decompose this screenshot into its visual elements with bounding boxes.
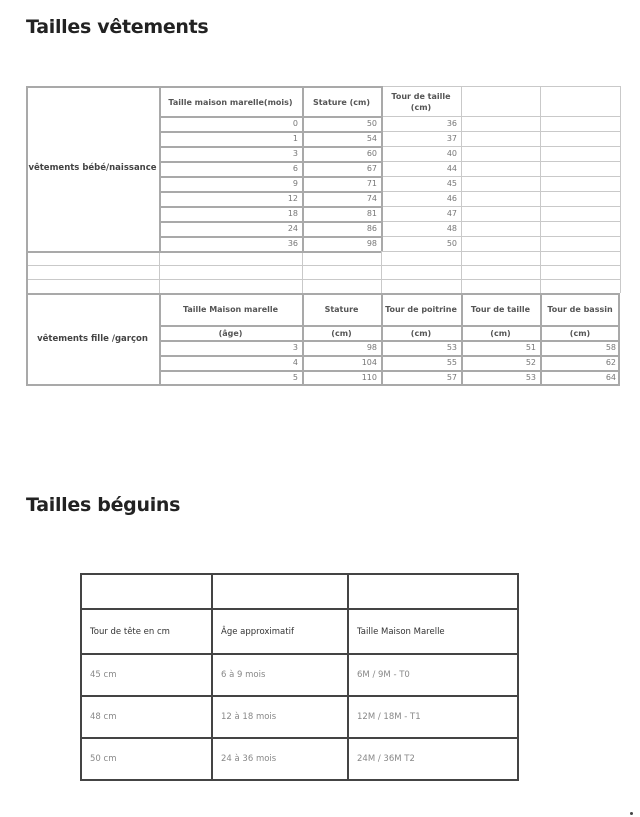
table-cell: 1 (292, 134, 298, 143)
table-cell: 51 (525, 343, 536, 352)
table-cell: 74 (366, 194, 377, 203)
header-head-circumference: Tour de tête en cm (81, 609, 212, 654)
table-cell: 86 (366, 224, 377, 233)
table-cell: 12 (287, 194, 298, 203)
gridline (540, 251, 541, 293)
table-cell: 62 (605, 358, 616, 367)
column-subheader: (cm) (331, 328, 352, 338)
table-cell: 24 (287, 224, 298, 233)
table-cell: 71 (366, 179, 377, 188)
column-header: Tour de taille (cm) (391, 92, 451, 112)
table-cell: 18 (287, 209, 298, 218)
table-cell: 67 (366, 164, 377, 173)
cell: 45 cm (81, 654, 212, 696)
gridline (381, 86, 620, 87)
gridline (26, 265, 620, 266)
table-cell: 57 (446, 373, 457, 382)
cell: 50 cm (81, 738, 212, 780)
header-maison-marelle-size: Taille Maison Marelle (348, 609, 518, 654)
table-cell: 40 (446, 149, 457, 158)
table-cell: 44 (446, 164, 457, 173)
table-row-blank (81, 574, 518, 609)
table-cell: 3 (292, 149, 298, 158)
column-header: Stature (cm) (312, 97, 371, 107)
table-cell: 50 (366, 119, 377, 128)
section-title-clothing-sizes: Tailles vêtements (26, 16, 209, 38)
table-cell: 48 (446, 224, 457, 233)
column-header: Tour de bassin (547, 305, 613, 314)
table-cell: 53 (446, 343, 457, 352)
header-approx-age: Âge approximatif (212, 609, 348, 654)
gridline (461, 251, 462, 293)
table-row (81, 696, 518, 738)
gridline (26, 279, 620, 280)
column-header: Tour de taille (470, 305, 531, 314)
column-header: Tour de poitrine (385, 305, 457, 314)
category-baby: vêtements bébé/naissance (28, 163, 157, 173)
table-row (81, 738, 518, 780)
column-subheader: (cm) (569, 328, 591, 338)
table-cell: 5 (292, 373, 298, 382)
table-cell: 50 (446, 239, 457, 248)
table-cell: 9 (292, 179, 298, 188)
category-kids: vêtements fille /garçon (37, 333, 148, 344)
table-cell: 6 (292, 164, 298, 173)
table-cell: 98 (366, 343, 377, 352)
column-header: Taille maison marelle(mois) (168, 97, 293, 107)
table-cell: 55 (446, 358, 457, 367)
gridline (620, 86, 621, 293)
cell: 6M / 9M - T0 (348, 654, 518, 696)
table-cell: 64 (605, 373, 616, 382)
cell: 24 à 36 mois (212, 738, 348, 780)
cell: 12M / 18M - T1 (348, 696, 518, 738)
table-cell: 36 (446, 119, 457, 128)
table-cell: 46 (446, 194, 457, 203)
page-marker (630, 812, 633, 815)
bonnet-size-table (80, 573, 519, 781)
table-cell: 58 (605, 343, 616, 352)
table-cell: 37 (446, 134, 457, 143)
blank-cell (212, 574, 348, 609)
clothing-size-table (26, 86, 620, 385)
table-cell: 3 (292, 343, 298, 352)
gridline (540, 86, 541, 251)
column-header: Taille Maison marelle (182, 305, 279, 314)
cell: 12 à 18 mois (212, 696, 348, 738)
gridline (461, 86, 462, 251)
table-cell: 36 (287, 239, 298, 248)
gridline (302, 251, 303, 293)
table-cell: 45 (446, 179, 457, 188)
column-subheader: (cm) (410, 328, 432, 338)
column-subheader: (âge) (218, 328, 243, 338)
cell: 6 à 9 mois (212, 654, 348, 696)
table-cell: 98 (366, 239, 377, 248)
table-cell: 81 (366, 209, 377, 218)
table-cell: 52 (525, 358, 536, 367)
table-cell: 0 (292, 119, 298, 128)
table-cell: 47 (446, 209, 457, 218)
table-row (81, 654, 518, 696)
table-cell: 60 (366, 149, 377, 158)
blank-cell (348, 574, 518, 609)
table-cell: 4 (292, 358, 298, 367)
column-header: Stature (324, 305, 359, 314)
table-cell: 54 (366, 134, 377, 143)
table-cell: 53 (525, 373, 536, 382)
cell: 48 cm (81, 696, 212, 738)
cell: 24M / 36M T2 (348, 738, 518, 780)
gridline (159, 251, 160, 293)
table-header-row (81, 609, 518, 654)
section-title-bonnet-sizes: Tailles béguins (26, 494, 181, 516)
gridline (381, 251, 382, 293)
blank-cell (81, 574, 212, 609)
column-subheader: (cm) (490, 328, 511, 338)
table-cell: 110 (361, 373, 377, 382)
table-cell: 104 (361, 358, 377, 367)
